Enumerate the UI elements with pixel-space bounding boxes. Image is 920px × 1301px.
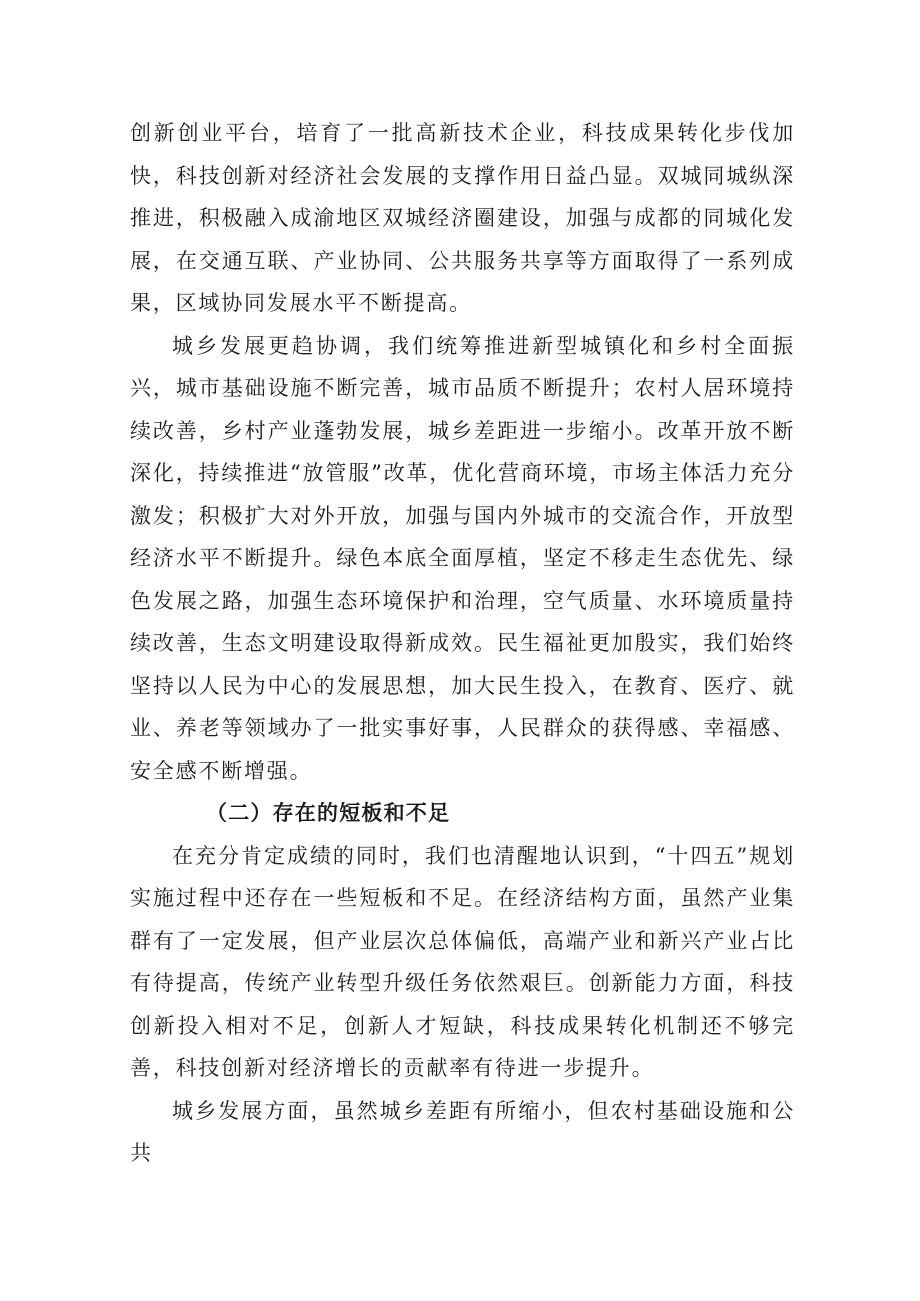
section-heading-shortcomings: （二）存在的短板和不足 [206, 801, 451, 825]
paragraph-innovation-and-dual-city: 创新创业平台，培育了一批高新技术企业，科技成果转化步伐加快，科技创新对经济社会发展的支撑作用日益凸显。双城同城纵深推进，积极融入成渝地区双城经济圈建设，加强与成都的同城化发展，在交通互联、产业协同、公共服务共享等方面取得了一系列成果，区域协同发展水平不断提高。 [130, 121, 795, 315]
paragraph-urban-rural-development: 城乡发展更趋协调，我们统筹推进新型城镇化和乡村全面振兴，城市基础设施不断完善，城市品质不断提升；农村人居环境持续改善，乡村产业蓬勃发展，城乡差距进一步缩小。改革开放不断深化，持续推进“放管服”改革，优化营商环境，市场主体活力充分激发；积极扩大对外开放，加强与国内外城市的交流合作，开放型经济水平不断提升。绿色本底全面厚植，坚定不移走生态优先、绿色发展之路，加强生态环境保护和治理，空气质量、水环境质量持续改善，生态文明建设取得新成效。民生福祉更加殷实，我们始终坚持以人民为中心的发展思想，加大民生投入，在教育、医疗、就业、养老等领域办了一批实事好事，人民群众的获得感、幸福感、安全感不断增强。 [130, 333, 795, 783]
document-page [130, 112, 795, 1175]
paragraph-shortcomings-economy-innovation: 在充分肯定成绩的同时，我们也清醒地认识到，“十四五”规划实施过程中还存在一些短板和不足。在经济结构方面，虽然产业集群有了一定发展，但产业层次总体偏低，高端产业和新兴产业占比有待提高，传统产业转型升级任务依然艰巨。创新能力方面，科技创新投入相对不足，创新人才短缺，科技成果转化机制还不够完善，科技创新对经济增长的贡献率有待进一步提升。 [130, 843, 795, 1080]
paragraph-shortcomings-urban-rural: 城乡发展方面，虽然城乡差距有所缩小，但农村基础设施和公共 [130, 1098, 795, 1165]
